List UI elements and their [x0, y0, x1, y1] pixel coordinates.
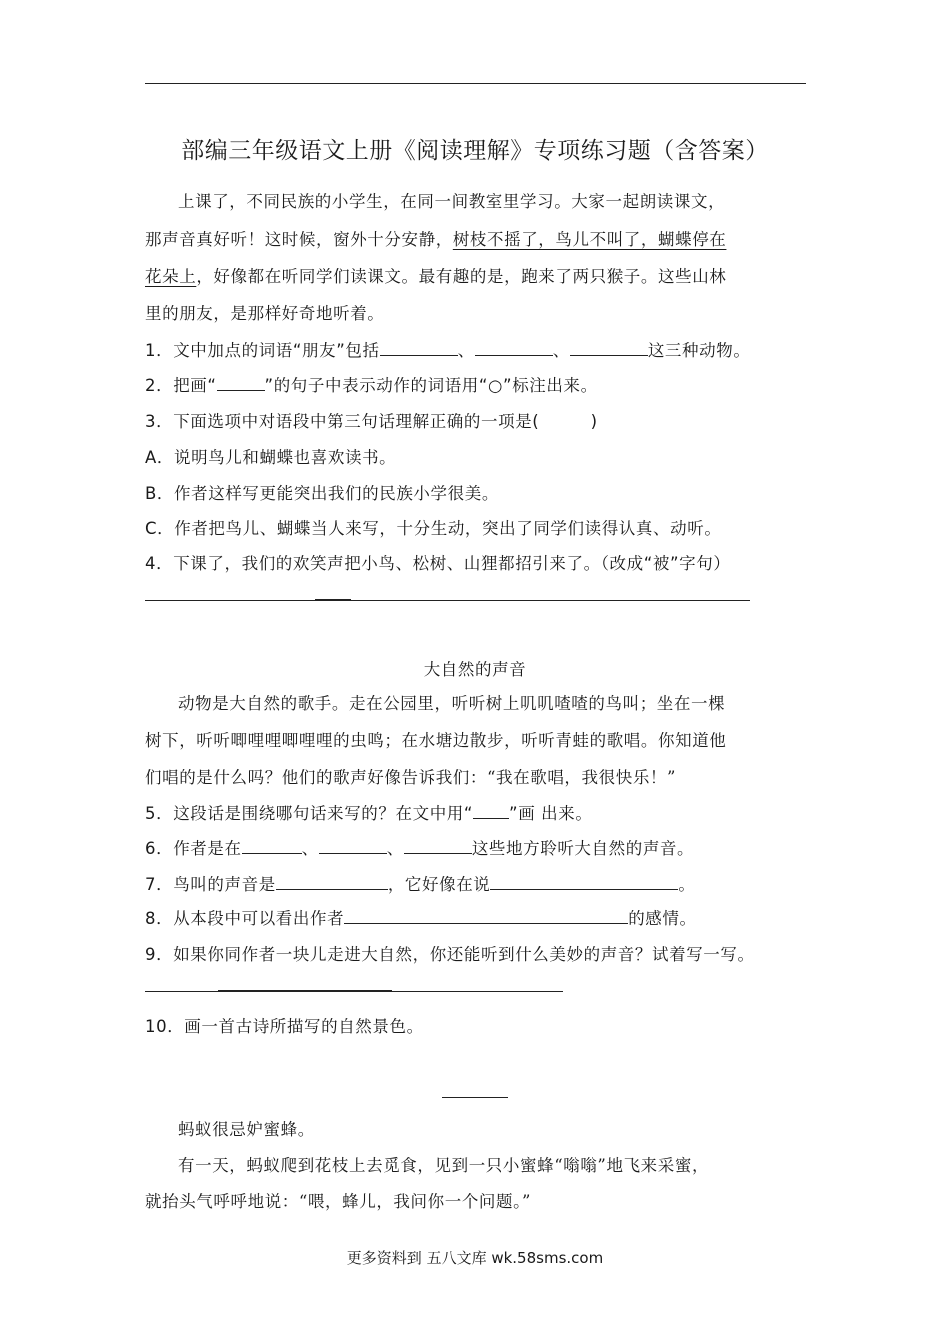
question-9: 9．如果你同作者一块儿走进大自然，你还能听到什么美妙的声音？试着写一写。	[145, 945, 755, 964]
header-rule	[145, 83, 806, 84]
question-2-tail: ”的句子中表示动作的词语用“○”标注出来。	[264, 376, 598, 395]
footer-link[interactable]: 更多资料到 五八文库 wk.58sms.com	[346, 1249, 604, 1267]
answer-blank[interactable]	[475, 341, 553, 356]
option-b[interactable]: B．作者这样写更能突出我们的民族小学很美。	[145, 484, 499, 503]
question-5-text: 5．这段话是围绕哪句话来写的？在文中用“	[145, 804, 474, 823]
question-4: 4．下课了，我们的欢笑声把小鸟、松树、山狸都招引来了。（改成“被”字句）	[145, 554, 731, 573]
question-8-text: 8．从本段中可以看出作者	[145, 909, 345, 928]
question-6	[145, 835, 694, 859]
separator: 、	[386, 839, 404, 858]
question-3: 3．下面选项中对语段中第三句话理解正确的一项是( )	[145, 412, 598, 431]
passage1-line3-text: ，好像都在听同学们读课文。最有趣的是，跑来了两只猴子。这些山林	[196, 267, 727, 286]
question-7-tail: 。	[678, 875, 696, 894]
page-title: 部编三年级语文上册《阅读理解》专项练习题（含答案）	[181, 138, 769, 164]
separator: 、	[552, 341, 570, 360]
question-1-text: 1．文中加点的词语“朋友”包括	[145, 341, 380, 360]
passage1-line3	[145, 263, 726, 287]
passage3-line1: 蚂蚁很忌妒蜜蜂。	[178, 1120, 315, 1139]
option-c[interactable]: C．作者把鸟儿、蝴蝶当人来写，十分生动，突出了同学们读得认真、动听。	[145, 519, 722, 538]
passage2-line2: 树下，听听唧哩哩唧哩哩的虫鸣；在水塘边散步，听听青蛙的歌唱。你知道他	[145, 731, 727, 750]
passage1-line4: 里的朋友，是那样好奇地听着。	[145, 304, 385, 323]
question-1	[145, 337, 750, 361]
question-5-tail: ”画 出来。	[509, 804, 593, 823]
answer-blank[interactable]	[242, 839, 302, 854]
question-5	[145, 800, 592, 824]
separator: 、	[457, 341, 475, 360]
passage2-line1: 动物是大自然的歌手。走在公园里，听听树上叽叽喳喳的鸟叫；坐在一棵	[178, 694, 726, 713]
question-1-tail: 这三种动物。	[647, 341, 751, 360]
answer-blank[interactable]	[404, 839, 472, 854]
question-7-mid: ，它好像在说	[387, 875, 491, 894]
question-10: 10．画一首古诗所描写的自然景色。	[145, 1017, 424, 1036]
option-a[interactable]: A．说明鸟儿和蝴蝶也喜欢读书。	[145, 448, 397, 467]
question-6-tail: 这些地方聆听大自然的声音。	[471, 839, 695, 858]
passage3-line2: 有一天，蚂蚁爬到花枝上去觅食，见到一只小蜜蜂“嗡嗡”地飞来采蜜，	[178, 1156, 710, 1175]
passage1-line1: 上课了，不同民族的小学生，在同一间教室里学习。大家一起朗读课文，	[178, 192, 726, 211]
section-divider	[442, 1097, 508, 1098]
answer-line-q4-mark	[315, 599, 351, 601]
underline-mark	[217, 376, 265, 391]
answer-blank[interactable]	[319, 839, 387, 854]
answer-blank[interactable]	[276, 875, 388, 890]
answer-blank[interactable]	[490, 875, 678, 890]
question-6-text: 6．作者是在	[145, 839, 242, 858]
answer-blank[interactable]	[344, 909, 628, 924]
passage1-line2-text: 那声音真好听！这时候，窗外十分安静，	[145, 230, 453, 249]
answer-blank[interactable]	[570, 341, 648, 356]
passage1-line2	[145, 226, 726, 250]
answer-line-q9-mark	[218, 990, 392, 992]
passage2-line3: 们唱的是什么吗？他们的歌声好像告诉我们：“我在歌唱，我很快乐！”	[145, 768, 677, 787]
passage2-title: 大自然的声音	[423, 660, 527, 679]
answer-line-q4[interactable]	[145, 600, 750, 601]
underlined-sentence-part2: 花朵上	[145, 267, 197, 286]
question-7	[145, 871, 696, 895]
underlined-sentence-part1: 树枝不摇了，鸟儿不叫了，蝴蝶停在	[452, 230, 727, 249]
separator: 、	[301, 839, 319, 858]
answer-blank[interactable]	[380, 341, 458, 356]
question-7-text: 7．鸟叫的声音是	[145, 875, 276, 894]
passage3-line3: 就抬头气呼呼地说：“喂，蜂儿，我问你一个问题。”	[145, 1192, 532, 1211]
question-8	[145, 905, 697, 929]
question-2	[145, 372, 598, 396]
question-2-text: 2．把画“	[145, 376, 217, 395]
question-8-tail: 的感情。	[628, 909, 697, 928]
underline-mark	[473, 804, 509, 819]
